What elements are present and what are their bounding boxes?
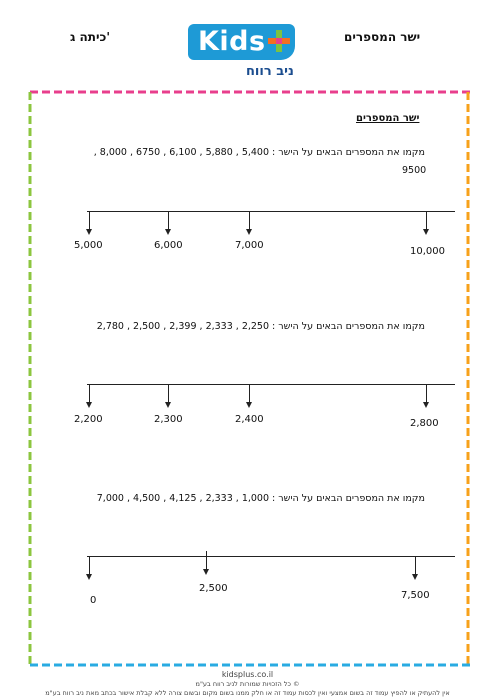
arrow-down-icon xyxy=(86,402,92,408)
tick xyxy=(426,384,427,404)
logo-subtitle: ניב רווח xyxy=(246,64,294,79)
arrow-down-icon xyxy=(423,402,429,408)
tick xyxy=(168,211,169,231)
tick-label: 2,500 xyxy=(199,583,228,594)
number-line-1 xyxy=(87,211,455,212)
arrow-down-icon xyxy=(86,229,92,235)
arrow-down-icon xyxy=(203,569,209,575)
tick-label: 2,400 xyxy=(235,414,264,425)
tick-label: 6,000 xyxy=(154,240,183,251)
arrow-down-icon xyxy=(86,574,92,580)
tick xyxy=(249,384,250,404)
arrow-down-icon xyxy=(423,229,429,235)
arrow-down-icon xyxy=(165,229,171,235)
arrow-down-icon xyxy=(246,229,252,235)
tick-label: 0 xyxy=(90,595,97,606)
tick-label: 10,000 xyxy=(410,246,445,257)
tick-label: 5,000 xyxy=(74,240,103,251)
tick xyxy=(89,556,90,576)
tick-label: 2,300 xyxy=(154,414,183,425)
logo-wordmark: Kids xyxy=(188,24,295,60)
tick-label: 7,500 xyxy=(401,590,430,601)
footer-copyright: © כל הזכויות שמורות לניב רווח בע"מ xyxy=(195,680,300,688)
question-1-text: מקמו את המספרים הבאים על הישר : 5,400 , 5,880 , 6,100 , 6750 , 8,000 , xyxy=(93,147,425,158)
tick-label: 2,200 xyxy=(74,414,103,425)
tick xyxy=(89,384,90,404)
number-line-2 xyxy=(87,384,455,385)
tick xyxy=(426,211,427,231)
tick xyxy=(89,211,90,231)
tick-label: 2,800 xyxy=(410,418,439,429)
number-line-3 xyxy=(87,556,455,557)
tick xyxy=(206,551,207,571)
question-3-text: מקמו את המספרים הבאים על הישר : 1,000 , 2,333 , 4,125 , 4,500 , 7,000 xyxy=(96,493,425,504)
tick xyxy=(415,556,416,576)
footer-site: kidsplus.co.il xyxy=(221,670,274,679)
grade-label: כיתה ג' xyxy=(70,30,110,44)
tick xyxy=(249,211,250,231)
arrow-down-icon xyxy=(412,574,418,580)
arrow-down-icon xyxy=(165,402,171,408)
arrow-down-icon xyxy=(246,402,252,408)
tick-label: 7,000 xyxy=(235,240,264,251)
worksheet-title: ישר המספרים xyxy=(356,113,420,124)
footer-notice: אין להעתיק או להפיץ עמוד זה בשום אמצעי ואין לכסות עמוד זה או חלק ממנו בשום מקום ובשום צורה ללא קבלת אישור בכתב מאת ניב רווח בע"מ xyxy=(45,689,450,697)
tick xyxy=(168,384,169,404)
question-2-text: מקמו את המספרים הבאים על הישר : 2,250 , 2,333 , 2,399 , 2,500 , 2,780 xyxy=(96,321,425,332)
topic-label: ישר המספרים xyxy=(344,30,421,44)
question-1-text-cont: 9500 xyxy=(402,165,427,176)
